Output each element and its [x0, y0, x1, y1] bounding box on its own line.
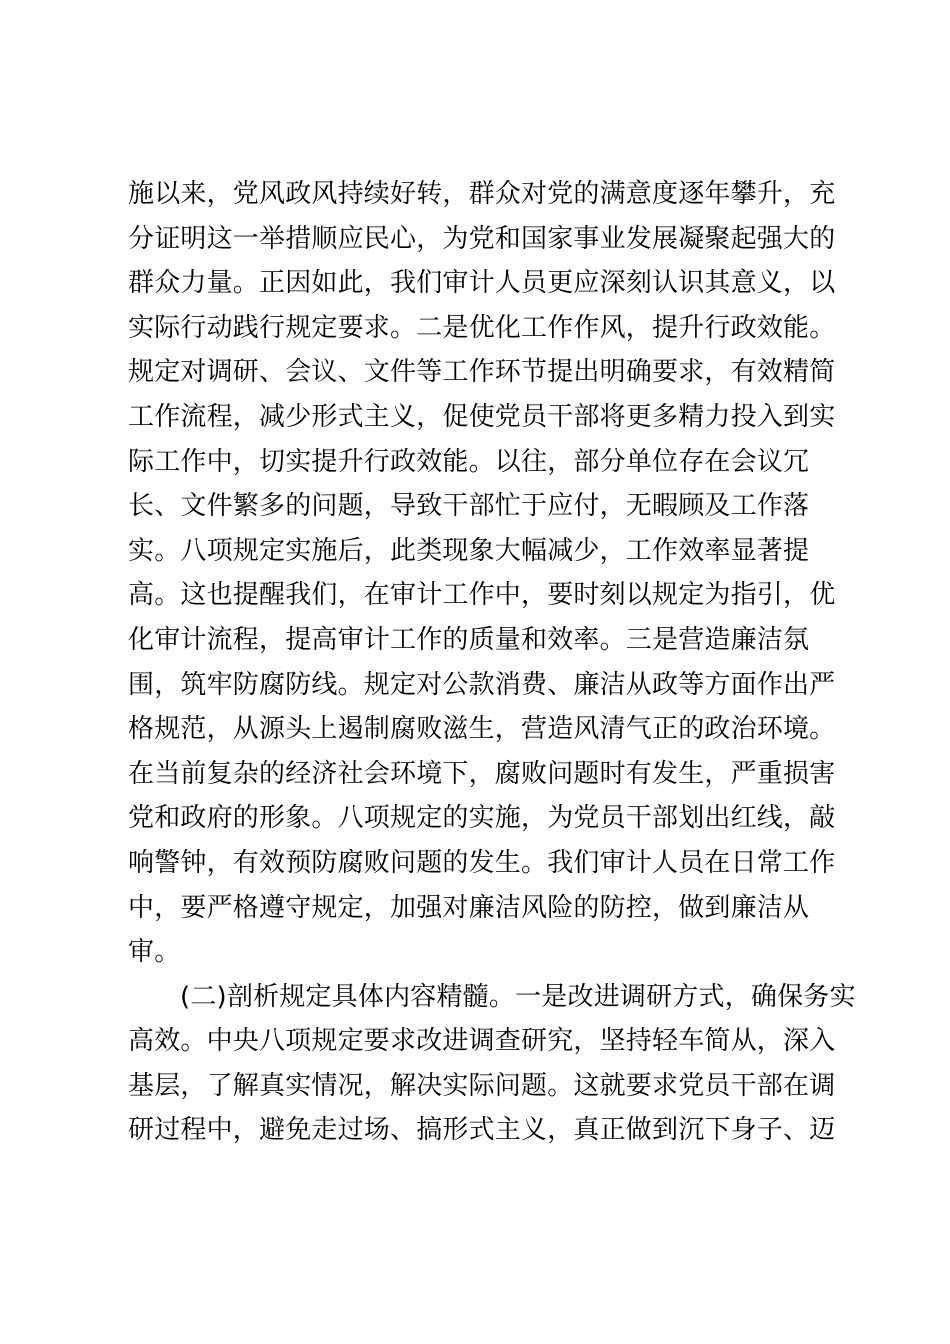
- text-line: 分证明这一举措顺应民心，为党和国家事业发展凝聚起强大的: [128, 223, 836, 254]
- text-line: 实际行动践行规定要求。二是优化工作作风，提升行政效能。: [128, 312, 836, 343]
- text-line: 实。八项规定实施后，此类现象大幅减少，工作效率显著提: [128, 535, 810, 566]
- text-line: 研过程中，避免走过场、搞形式主义，真正做到沉下身子、迈: [128, 1115, 836, 1146]
- text-line: 群众力量。正因如此，我们审计人员更应深刻认识其意义，以: [128, 268, 836, 299]
- text-line: 响警钟，有效预防腐败问题的发生。我们审计人员在日常工作: [128, 847, 836, 878]
- text-line: 高效。中央八项规定要求改进调查研究，坚持轻车简从，深入: [128, 1026, 836, 1057]
- text-line: 际工作中，切实提升行政效能。以往，部分单位存在会议冗: [128, 446, 810, 477]
- text-line: 规定对调研、会议、文件等工作环节提出明确要求，有效精简: [128, 357, 836, 388]
- text-line: 格规范，从源头上遏制腐败滋生，营造风清气正的政治环境。: [128, 714, 836, 745]
- body-text: [128, 172, 856, 1153]
- text-line: 长、文件繁多的问题，导致干部忙于应付，无暇顾及工作落: [128, 491, 810, 522]
- text-line: 党和政府的形象。八项规定的实施，为党员干部划出红线，敲: [128, 803, 836, 834]
- text-line: 化审计流程，提高审计工作的质量和效率。三是营造廉洁氛: [128, 624, 810, 655]
- text-line: 基层，了解真实情况，解决实际问题。这就要求党员干部在调: [128, 1070, 836, 1101]
- text-line: 工作流程，减少形式主义，促使党员干部将更多精力投入到实: [128, 401, 836, 432]
- text-line: 高。这也提醒我们，在审计工作中，要时刻以规定为指引，优: [128, 580, 836, 611]
- section-heading-line: (二)剖析规定具体内容精髓。一是改进调研方式，确保务实: [180, 981, 856, 1012]
- text-line: 围，筑牢防腐防线。规定对公款消费、廉洁从政等方面作出严: [128, 669, 836, 700]
- text-line: 中，要严格遵守规定，加强对廉洁风险的防控，做到廉洁从: [128, 892, 810, 923]
- text-line: 审。: [128, 937, 181, 968]
- text-line: 施以来，党风政风持续好转，群众对党的满意度逐年攀升，充: [128, 179, 836, 209]
- text-line: 在当前复杂的经济社会环境下，腐败问题时有发生，严重损害: [128, 758, 836, 789]
